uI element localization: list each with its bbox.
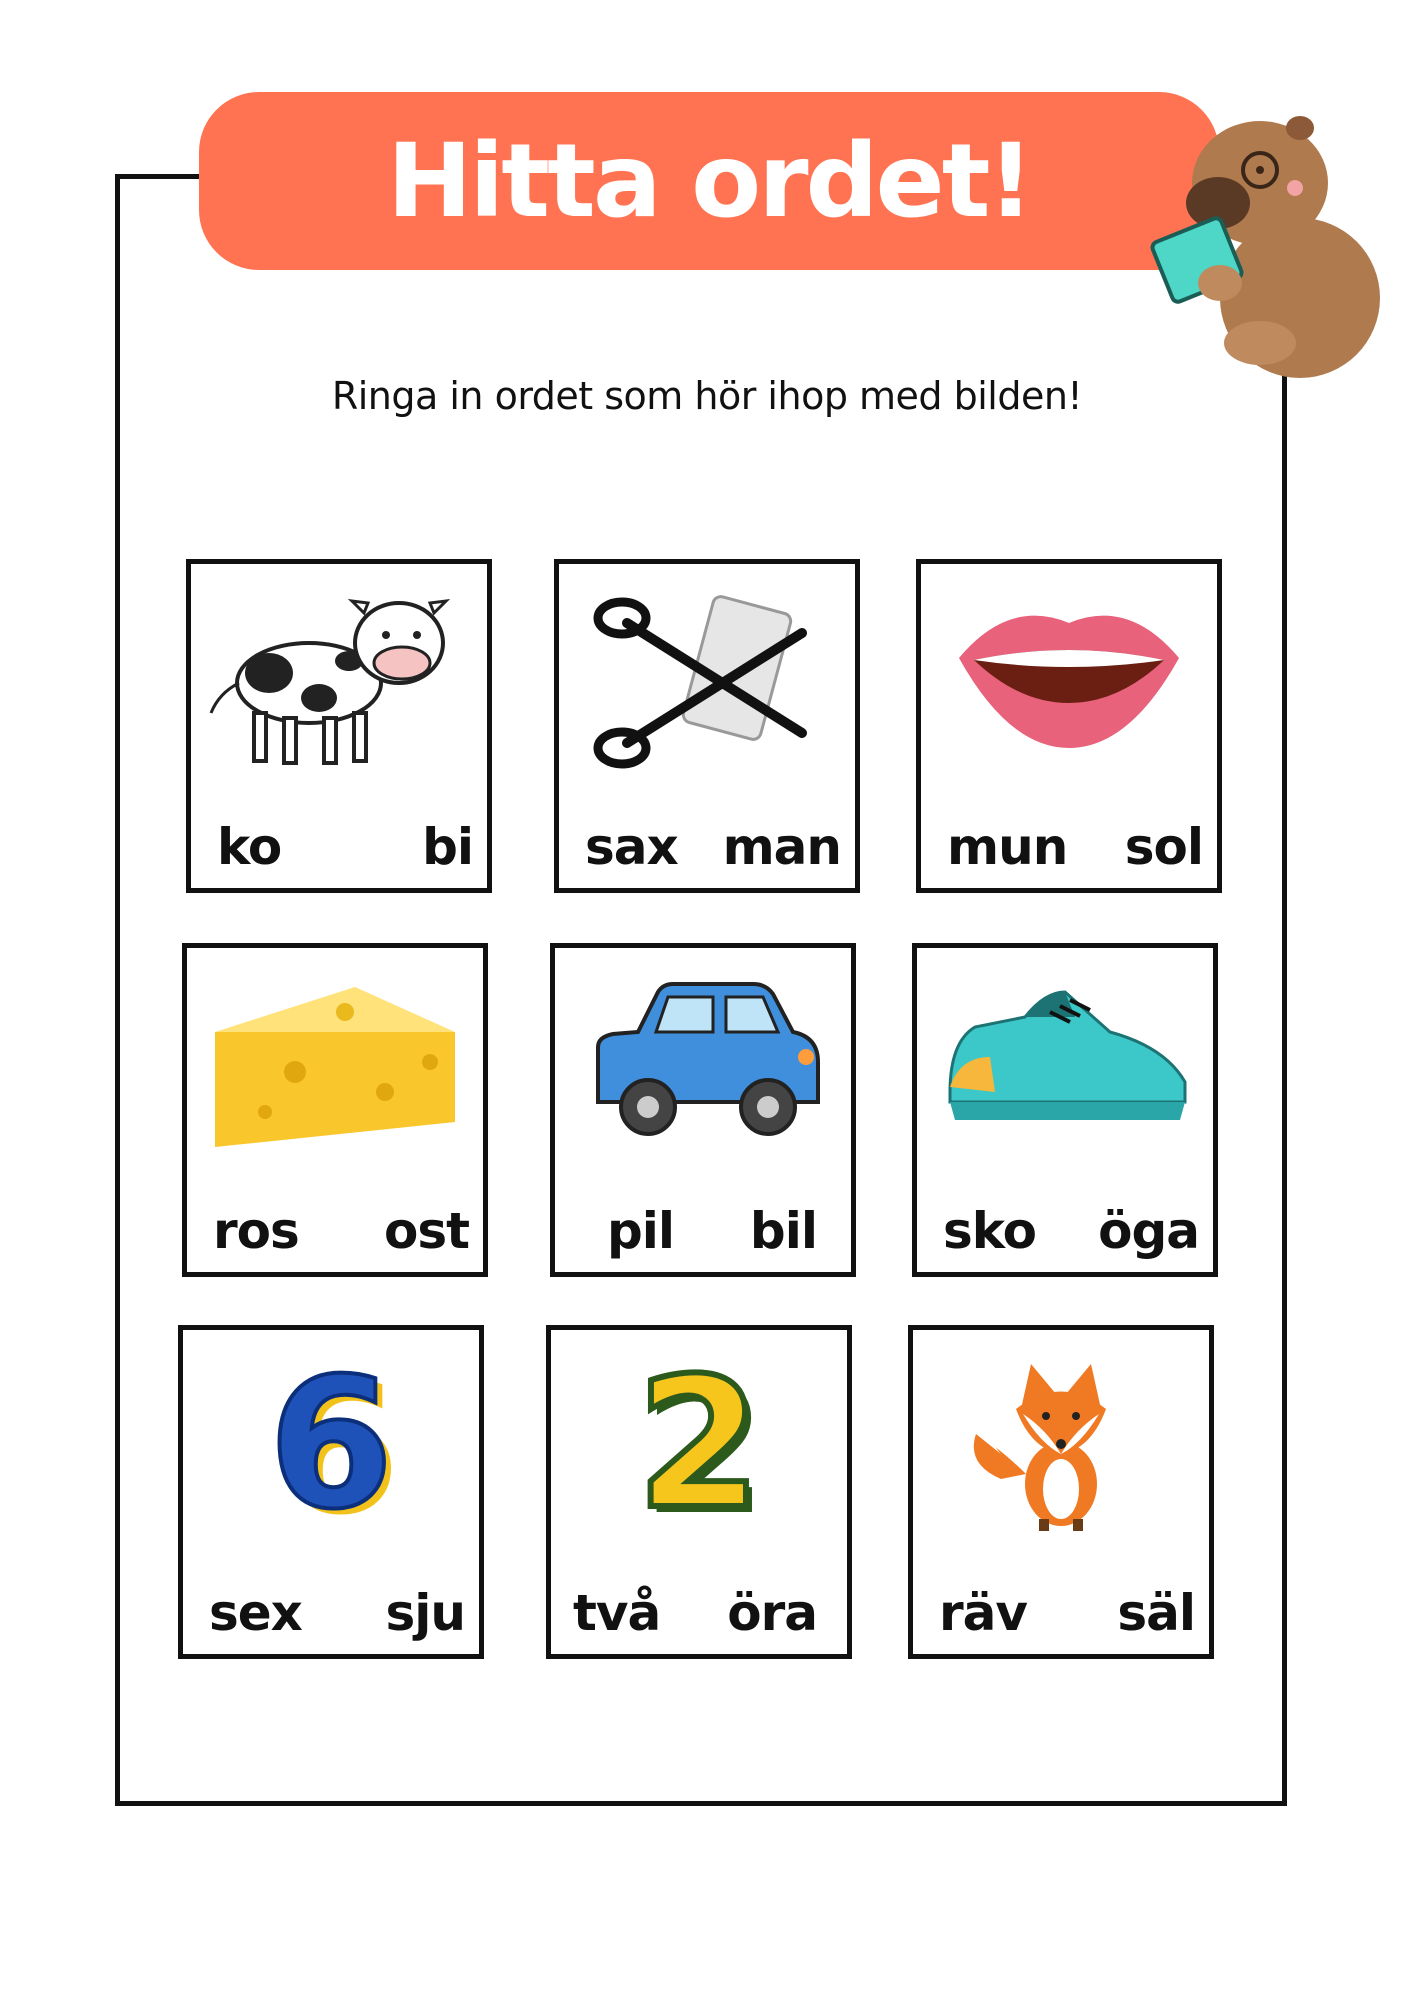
card-two	[546, 1325, 852, 1659]
word-option[interactable]: öra	[727, 1584, 817, 1642]
numeral: 2	[636, 1339, 762, 1549]
card-cow	[186, 559, 492, 893]
cheese-icon	[201, 962, 469, 1162]
word-option[interactable]: öga	[1098, 1202, 1199, 1260]
page-title: Hitta ordet!	[386, 121, 1032, 241]
mouth-icon	[935, 578, 1203, 778]
word-option[interactable]: ost	[383, 1202, 469, 1260]
capybara-reading-icon	[1150, 108, 1385, 378]
card-fox	[908, 1325, 1214, 1659]
number-six-icon	[197, 1339, 465, 1549]
word-option[interactable]: sol	[1124, 818, 1203, 876]
instruction-text: Ringa in ordet som hör ihop med bilden!	[331, 374, 1083, 418]
word-option[interactable]: sju	[385, 1584, 465, 1642]
card-shoe	[912, 943, 1218, 1277]
cow-icon	[205, 578, 473, 778]
word-option[interactable]: säl	[1117, 1584, 1195, 1642]
word-option[interactable]: sex	[209, 1584, 302, 1642]
word-option[interactable]: bil	[749, 1202, 817, 1260]
word-option[interactable]: räv	[939, 1584, 1027, 1642]
word-option[interactable]: ko	[217, 818, 282, 876]
number-two-icon	[565, 1339, 833, 1549]
card-mouth	[916, 559, 1222, 893]
word-option[interactable]: bi	[422, 818, 473, 876]
scissors-icon	[573, 578, 841, 778]
card-scissors	[554, 559, 860, 893]
card-cheese	[182, 943, 488, 1277]
word-option[interactable]: man	[722, 818, 841, 876]
car-icon	[569, 962, 837, 1162]
numeral: 6	[268, 1339, 394, 1549]
sneaker-icon	[931, 962, 1199, 1162]
word-option[interactable]: sko	[943, 1202, 1037, 1260]
card-car	[550, 943, 856, 1277]
word-option[interactable]: mun	[947, 818, 1068, 876]
word-option[interactable]: två	[573, 1584, 661, 1642]
word-option[interactable]: pil	[607, 1202, 675, 1260]
card-six	[178, 1325, 484, 1659]
word-option[interactable]: sax	[585, 818, 678, 876]
word-option[interactable]: ros	[213, 1202, 299, 1260]
fox-icon	[927, 1344, 1195, 1544]
